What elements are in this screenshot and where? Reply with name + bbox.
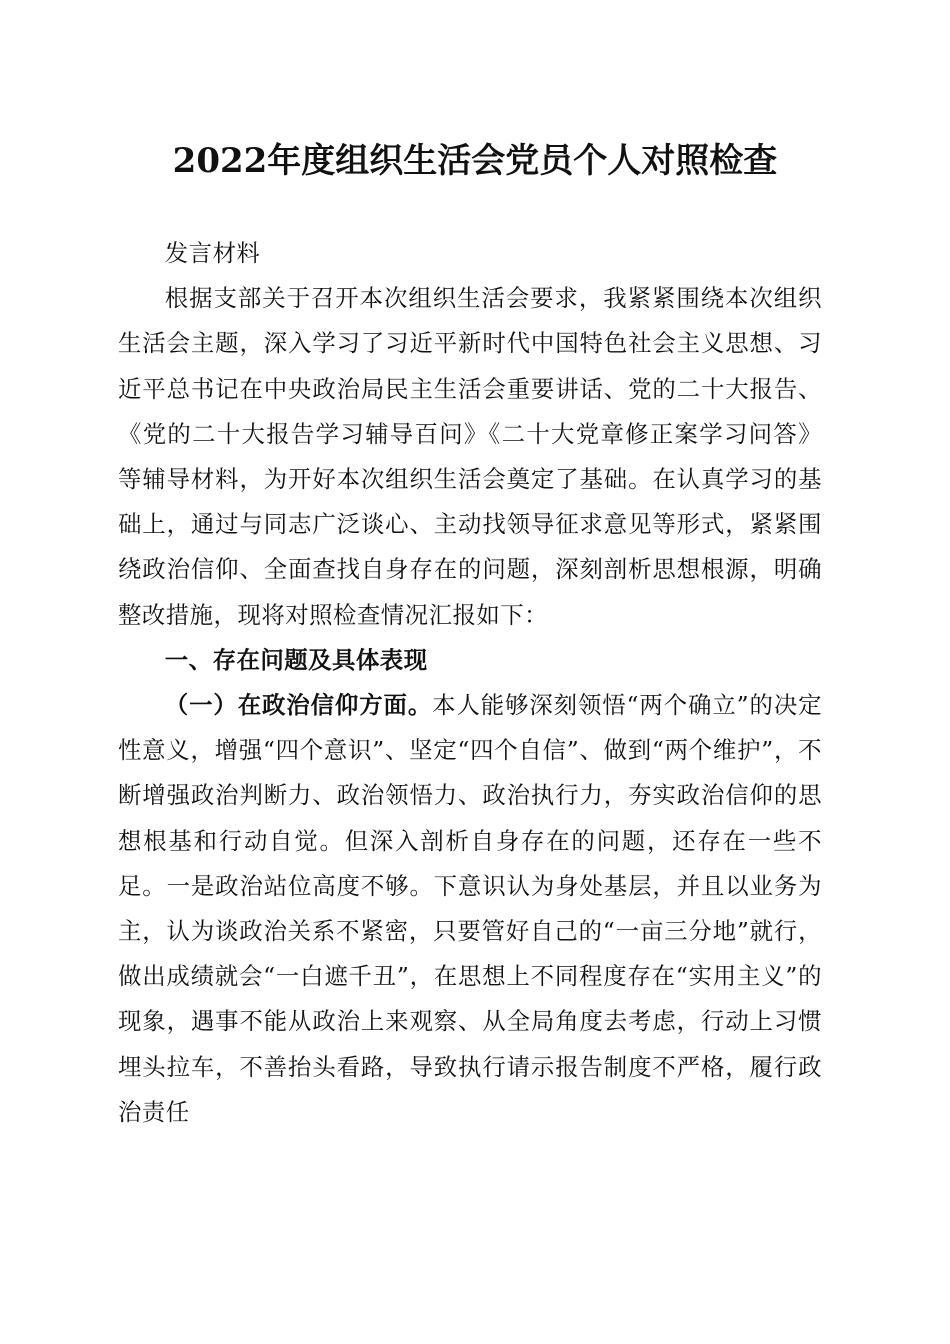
subtitle-paragraph: 发言材料 bbox=[164, 239, 261, 267]
document-title: 2022年度组织生活会党员个人对照检查 bbox=[172, 141, 778, 181]
document-body bbox=[118, 231, 822, 1135]
subsection-lead: （一）在政治信仰方面。 bbox=[164, 691, 433, 720]
subsection-text: 本人能够深刻领悟“两个确立”的决定性意义，增强“四个意识”、坚定“四个自信”、做到“两个维护”，不断增强政治判断力、政治领悟力、政治执行力，夯实政治信仰的思想根基和行动自觉。但深入剖析自身存在的问题，还存在一些不足。一是政治站位高度不够。下意识认为身处基层，并且以业务为主，认为谈政治关系不紧密，只要管好自己的“一亩三分地”就行，做出成绩就会“一白遮千丑”，在思想上不同程度存在“实用主义”的现象，遇事不能从政治上来观察、从全局角度去考虑，行动上习惯埋头拉车，不善抬头看路，导致执行请示报告制度不严格，履行政治责任 bbox=[118, 691, 823, 1126]
intro-paragraph: 根据支部关于召开本次组织生活会要求，我紧紧围绕本次组织生活会主题，深入学习了习近平新时代中国特色社会主义思想、习近平总书记在中央政治局民主生活会重要讲话、党的二十大报告、《党的二十大报告学习辅导百问》《二十大党章修正案学习问答》等辅导材料，为开好本次组织生活会奠定了基础。在认真学习的基础上，通过与同志广泛谈心、主动找领导征求意见等形式，紧紧围绕政治信仰、全面查找自身存在的问题，深刻剖析思想根源，明确整改措施，现将对照检查情况汇报如下： bbox=[118, 284, 822, 629]
section-heading: 一、存在问题及具体表现 bbox=[164, 645, 428, 674]
political-belief-paragraph bbox=[118, 683, 822, 1135]
